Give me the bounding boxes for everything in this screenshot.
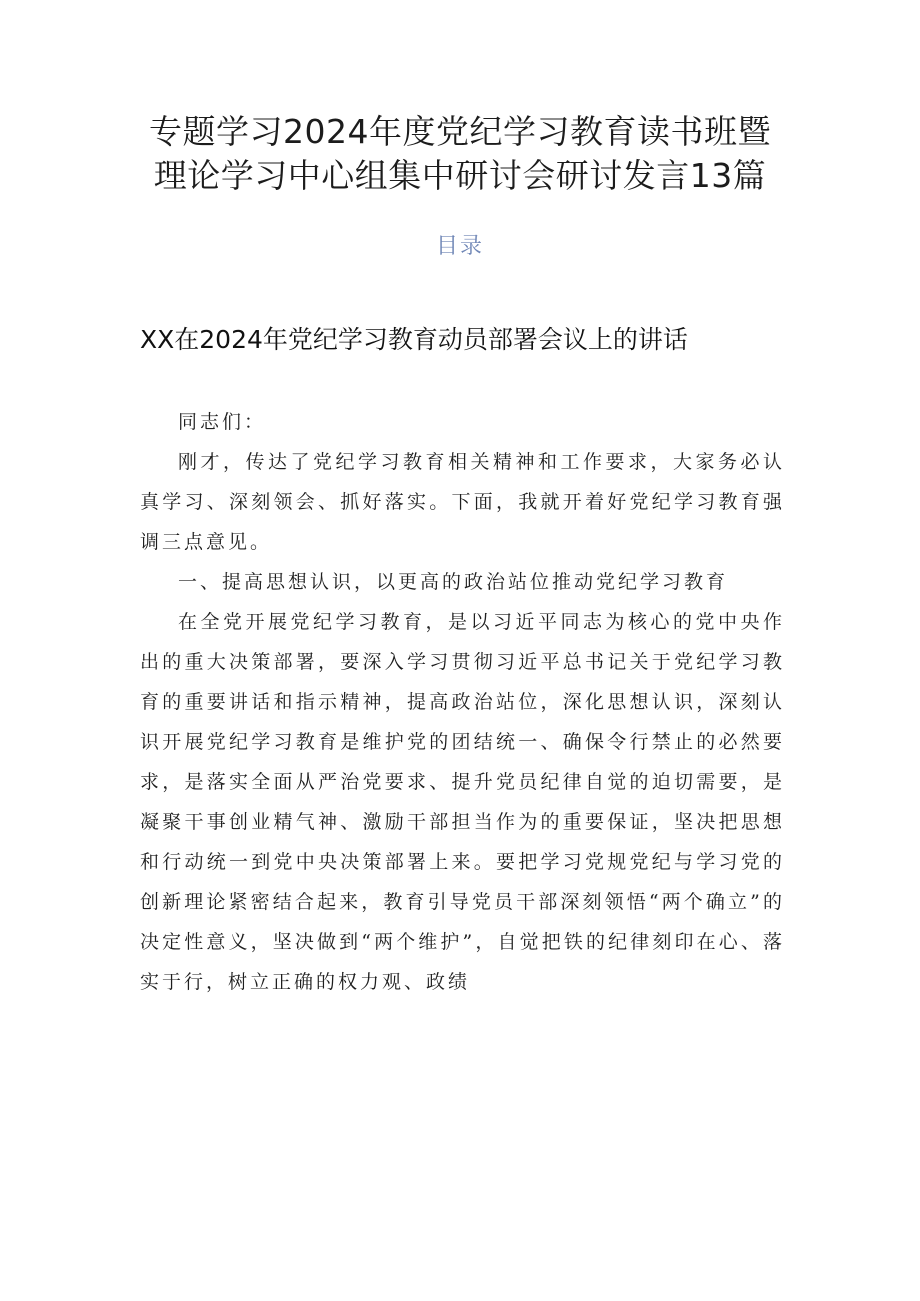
body-text bbox=[140, 402, 785, 1002]
document-title-line-2: 理论学习中心组集中研讨会研讨发言13篇 bbox=[153, 156, 767, 195]
section-heading: XX在2024年党纪学习教育动员部署会议上的讲话 bbox=[140, 325, 688, 354]
document-title-line-1: 专题学习2024年度党纪学习教育读书班暨 bbox=[149, 112, 771, 151]
paragraph-point-one-heading: 一、提高思想认识，以更高的政治站位推动党纪学习教育 bbox=[178, 571, 729, 593]
document-title bbox=[100, 110, 820, 198]
paragraph-salutation: 同志们： bbox=[178, 411, 267, 433]
paragraph-point-one-body: 在全党开展党纪学习教育，是以习近平同志为核心的党中央作出的重大决策部署，要深入学习贯彻习近平总书记关于党纪学习教育的重要讲话和指示精神，提高政治站位，深化思想认识，深刻认识开展党纪学习教育是维护党的团结统一、确保令行禁止的必然要求，是落实全面从严治党要求、提升党员纪律自觉的迫切需要，是凝聚干事创业精气神、激励干部担当作为的重要保证，坚决把思想和行动统一到党中央决策部署上来。要把学习党规党纪与学习党的创新理论紧密结合起来，教育引导党员干部深刻领悟“两个确立”的决定性意义，坚决做到“两个维护”，自觉把铁的纪律刻印在心、落实于行，树立正确的权力观、政绩 bbox=[140, 611, 785, 993]
paragraph-intro: 刚才，传达了党纪学习教育相关精神和工作要求，大家务必认真学习、深刻领会、抓好落实。下面，我就开着好党纪学习教育强调三点意见。 bbox=[140, 451, 785, 553]
table-of-contents-link[interactable]: 目录 bbox=[435, 234, 484, 259]
